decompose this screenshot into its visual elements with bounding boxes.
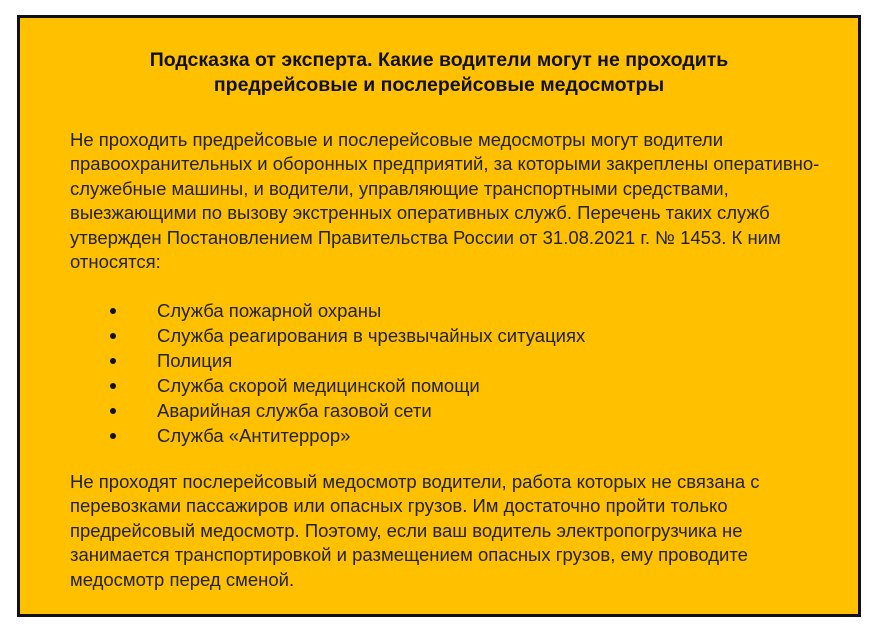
list-item-text: Служба скорой медицинской помощи [157, 375, 480, 396]
expert-tip-card [17, 15, 861, 617]
list-item-text: Служба пожарной охраны [157, 300, 382, 321]
list-item-text: Служба реагирования в чрезвычайных ситуациях [157, 325, 586, 346]
bullet-icon [110, 383, 116, 389]
closing-paragraph: Не проходят послерейсовый медосмотр водители, работа которых не связана с перевозками пассажиров или опасных грузов. Им достаточно пройти только предрейсовый медосмотр. Поэтому, если ваш водитель электропогрузчика не занимается транспортировкой и размещением опасных грузов, ему проводите медосмотр перед сменой. [70, 471, 760, 590]
bullet-icon [110, 308, 116, 314]
intro-paragraph: Не проходить предрейсовые и послерейсовые медосмотры могут водители правоохранительных и оборонных предприятий, за которыми закреплены оперативно-служебные машины, и водители, управляющие транспортными средствами, выезжающими по вызову экстренных оперативных служб. Перечень таких служб утвержден Постановлением Правительства России от 31.08.2021 г. № 1453. К ним относятся: [70, 129, 820, 273]
list-item-text: Аварийная служба газовой сети [157, 400, 432, 421]
card-title-line-1: Подсказка от эксперта. Какие водители могут не проходить [149, 49, 729, 71]
card-title-line-2: предрейсовые и послерейсовые медосмотры [213, 74, 665, 96]
list-item-text: Полиция [157, 350, 233, 371]
bullet-icon [110, 358, 116, 364]
bullet-icon [110, 333, 116, 339]
list-item-text: Служба «Антитеррор» [157, 425, 351, 446]
bullet-icon [110, 433, 116, 439]
bullet-icon [110, 408, 116, 414]
card-title [60, 48, 818, 98]
